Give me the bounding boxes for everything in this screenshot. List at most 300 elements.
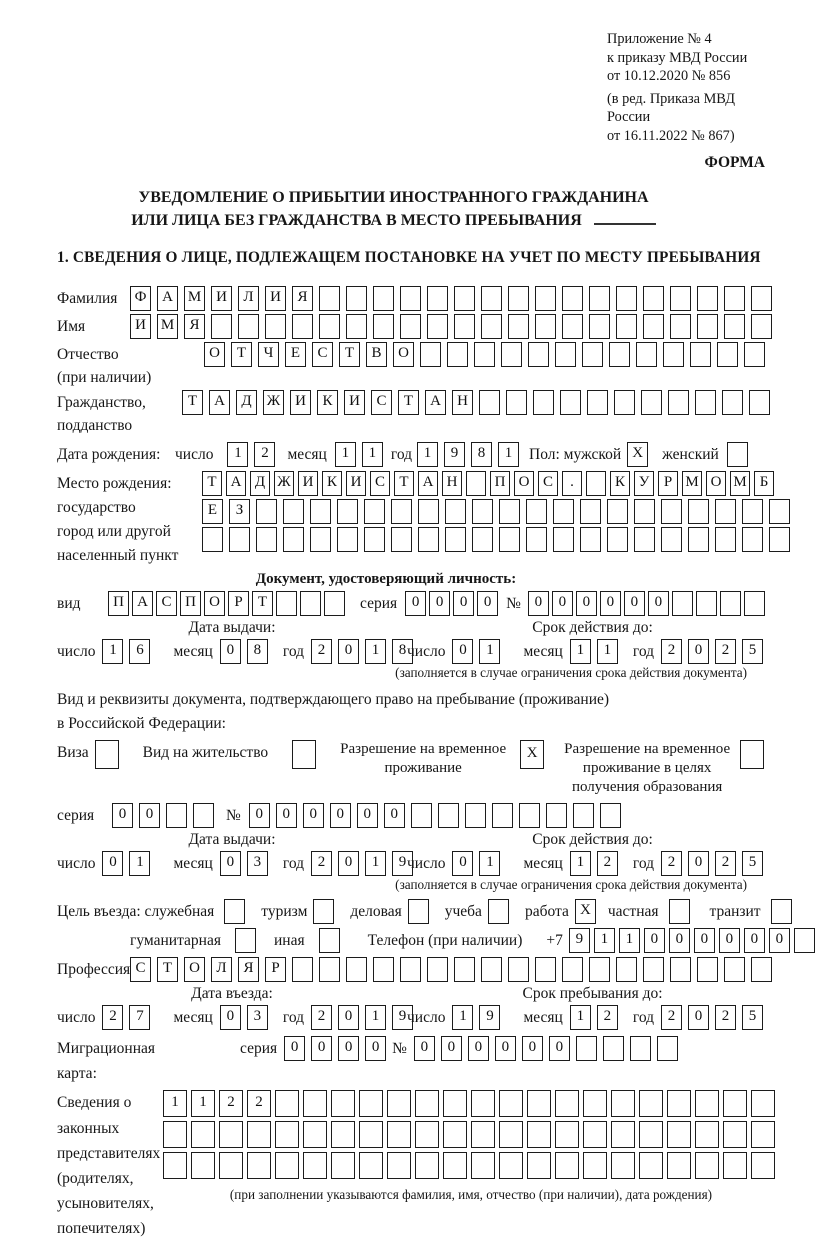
form-cell[interactable]: П: [108, 591, 129, 616]
form-cell[interactable]: 3: [247, 851, 268, 876]
form-cell[interactable]: [697, 314, 718, 339]
form-cell[interactable]: [720, 591, 741, 616]
form-cell[interactable]: 1: [597, 639, 618, 664]
form-cell[interactable]: [276, 591, 297, 616]
form-cell[interactable]: С: [371, 390, 392, 415]
form-cell[interactable]: С: [370, 471, 390, 496]
form-cell[interactable]: 8: [471, 442, 492, 467]
form-cell[interactable]: [443, 1121, 467, 1148]
form-cell[interactable]: 1: [479, 639, 500, 664]
form-cell[interactable]: [589, 314, 610, 339]
form-cell[interactable]: 0: [528, 591, 549, 616]
form-cell[interactable]: [667, 1121, 691, 1148]
form-cell[interactable]: [611, 1090, 635, 1117]
form-cell[interactable]: 0: [769, 928, 790, 953]
form-cell[interactable]: 0: [405, 591, 426, 616]
form-cell[interactable]: [319, 314, 340, 339]
form-cell[interactable]: Ч: [258, 342, 279, 367]
form-cell[interactable]: [247, 1152, 271, 1179]
form-cell[interactable]: А: [425, 390, 446, 415]
form-cell[interactable]: [472, 527, 493, 552]
form-cell[interactable]: [415, 1121, 439, 1148]
form-cell[interactable]: [454, 286, 475, 311]
form-cell[interactable]: [695, 1152, 719, 1179]
form-cell[interactable]: [471, 1152, 495, 1179]
form-cell[interactable]: Е: [202, 499, 223, 524]
form-cell[interactable]: [359, 1121, 383, 1148]
form-cell[interactable]: 2: [597, 1005, 618, 1030]
form-cell[interactable]: Н: [452, 390, 473, 415]
form-cell[interactable]: [235, 928, 256, 953]
form-cell[interactable]: 0: [338, 851, 359, 876]
form-cell[interactable]: 2: [661, 639, 682, 664]
form-cell[interactable]: [471, 1090, 495, 1117]
form-cell[interactable]: [639, 1090, 663, 1117]
form-cell[interactable]: 0: [357, 803, 378, 828]
form-cell[interactable]: Т: [231, 342, 252, 367]
form-cell[interactable]: Е: [285, 342, 306, 367]
form-cell[interactable]: [519, 803, 540, 828]
form-cell[interactable]: [562, 957, 583, 982]
form-cell[interactable]: 1: [365, 851, 386, 876]
form-cell[interactable]: 1: [191, 1090, 215, 1117]
form-cell[interactable]: Ф: [130, 286, 151, 311]
form-cell[interactable]: [616, 957, 637, 982]
form-cell[interactable]: [499, 1090, 523, 1117]
form-cell[interactable]: [587, 390, 608, 415]
form-cell[interactable]: 2: [597, 851, 618, 876]
form-cell[interactable]: 0: [284, 1036, 305, 1061]
form-cell[interactable]: [275, 1090, 299, 1117]
form-cell[interactable]: [283, 527, 304, 552]
form-cell[interactable]: [526, 499, 547, 524]
form-cell[interactable]: [224, 899, 245, 924]
form-cell[interactable]: 2: [247, 1090, 271, 1117]
form-cell[interactable]: [400, 957, 421, 982]
form-cell[interactable]: У: [634, 471, 654, 496]
form-cell[interactable]: [582, 342, 603, 367]
form-cell[interactable]: 0: [303, 803, 324, 828]
form-cell[interactable]: 0: [468, 1036, 489, 1061]
form-cell[interactable]: [391, 499, 412, 524]
form-cell[interactable]: 2: [715, 1005, 736, 1030]
form-cell[interactable]: 0: [220, 639, 241, 664]
form-cell[interactable]: 3: [247, 1005, 268, 1030]
form-cell[interactable]: [751, 1121, 775, 1148]
form-cell[interactable]: 0: [452, 851, 473, 876]
form-cell[interactable]: 2: [254, 442, 275, 467]
form-cell[interactable]: [589, 957, 610, 982]
form-cell[interactable]: О: [514, 471, 534, 496]
form-cell[interactable]: [769, 527, 790, 552]
form-cell[interactable]: О: [393, 342, 414, 367]
form-cell[interactable]: 1: [479, 851, 500, 876]
form-cell[interactable]: Т: [252, 591, 273, 616]
form-cell[interactable]: И: [344, 390, 365, 415]
form-cell[interactable]: [583, 1090, 607, 1117]
form-cell[interactable]: Я: [184, 314, 205, 339]
form-cell[interactable]: О: [184, 957, 205, 982]
form-cell[interactable]: 1: [362, 442, 383, 467]
form-cell[interactable]: [589, 286, 610, 311]
form-cell[interactable]: И: [211, 286, 232, 311]
form-cell[interactable]: [474, 342, 495, 367]
form-cell[interactable]: О: [706, 471, 726, 496]
form-cell[interactable]: [616, 314, 637, 339]
form-cell[interactable]: А: [418, 471, 438, 496]
form-cell[interactable]: 2: [102, 1005, 123, 1030]
form-cell[interactable]: [740, 740, 764, 769]
form-cell[interactable]: 1: [417, 442, 438, 467]
form-cell[interactable]: [535, 314, 556, 339]
form-cell[interactable]: [614, 390, 635, 415]
form-cell[interactable]: [751, 286, 772, 311]
form-cell[interactable]: [723, 1121, 747, 1148]
form-cell[interactable]: 8: [247, 639, 268, 664]
form-cell[interactable]: 2: [661, 1005, 682, 1030]
form-cell[interactable]: [724, 286, 745, 311]
form-cell[interactable]: [364, 527, 385, 552]
form-cell[interactable]: [481, 314, 502, 339]
form-cell[interactable]: [95, 740, 119, 769]
form-cell[interactable]: [609, 342, 630, 367]
form-cell[interactable]: [751, 1152, 775, 1179]
form-cell[interactable]: О: [204, 342, 225, 367]
form-cell[interactable]: [661, 527, 682, 552]
form-cell[interactable]: [724, 957, 745, 982]
form-cell[interactable]: [607, 527, 628, 552]
form-cell[interactable]: [663, 342, 684, 367]
form-cell[interactable]: [697, 286, 718, 311]
form-cell[interactable]: Я: [238, 957, 259, 982]
form-cell[interactable]: [319, 957, 340, 982]
form-cell[interactable]: [553, 527, 574, 552]
form-cell[interactable]: Л: [238, 286, 259, 311]
form-cell[interactable]: [447, 342, 468, 367]
form-cell[interactable]: С: [156, 591, 177, 616]
form-cell[interactable]: [501, 342, 522, 367]
form-cell[interactable]: [562, 314, 583, 339]
form-cell[interactable]: [667, 1090, 691, 1117]
form-cell[interactable]: Т: [182, 390, 203, 415]
form-cell[interactable]: [697, 957, 718, 982]
form-cell[interactable]: 0: [744, 928, 765, 953]
form-cell[interactable]: 0: [644, 928, 665, 953]
form-cell[interactable]: 6: [129, 639, 150, 664]
form-cell[interactable]: 1: [452, 1005, 473, 1030]
form-cell[interactable]: [669, 899, 690, 924]
form-cell[interactable]: [724, 314, 745, 339]
form-cell[interactable]: 0: [648, 591, 669, 616]
form-cell[interactable]: А: [157, 286, 178, 311]
form-cell[interactable]: [751, 1090, 775, 1117]
form-cell[interactable]: А: [226, 471, 246, 496]
form-cell[interactable]: [715, 499, 736, 524]
form-cell[interactable]: 1: [365, 639, 386, 664]
form-cell[interactable]: [643, 286, 664, 311]
form-cell[interactable]: [742, 499, 763, 524]
form-cell[interactable]: А: [209, 390, 230, 415]
form-cell[interactable]: [211, 314, 232, 339]
form-cell[interactable]: [331, 1090, 355, 1117]
form-cell[interactable]: [535, 286, 556, 311]
form-cell[interactable]: 7: [129, 1005, 150, 1030]
form-cell[interactable]: [695, 1121, 719, 1148]
form-cell[interactable]: 9: [569, 928, 590, 953]
form-cell[interactable]: З: [229, 499, 250, 524]
form-cell[interactable]: Н: [442, 471, 462, 496]
form-cell[interactable]: Т: [398, 390, 419, 415]
form-cell[interactable]: [471, 1121, 495, 1148]
form-cell[interactable]: [751, 957, 772, 982]
form-cell[interactable]: [573, 803, 594, 828]
form-cell[interactable]: [696, 591, 717, 616]
form-cell[interactable]: [292, 957, 313, 982]
form-cell[interactable]: [555, 1152, 579, 1179]
form-cell[interactable]: С: [130, 957, 151, 982]
form-cell[interactable]: [527, 1090, 551, 1117]
form-cell[interactable]: [331, 1152, 355, 1179]
form-cell[interactable]: М: [157, 314, 178, 339]
form-cell[interactable]: [364, 499, 385, 524]
form-cell[interactable]: [427, 286, 448, 311]
form-cell[interactable]: X: [627, 442, 648, 467]
form-cell[interactable]: 0: [495, 1036, 516, 1061]
form-cell[interactable]: 0: [338, 1036, 359, 1061]
form-cell[interactable]: [472, 499, 493, 524]
form-cell[interactable]: 1: [335, 442, 356, 467]
form-cell[interactable]: [634, 499, 655, 524]
form-cell[interactable]: [672, 591, 693, 616]
form-cell[interactable]: [324, 591, 345, 616]
form-cell[interactable]: [387, 1090, 411, 1117]
form-cell[interactable]: [533, 390, 554, 415]
form-cell[interactable]: 1: [570, 851, 591, 876]
form-cell[interactable]: [319, 928, 340, 953]
form-cell[interactable]: [481, 957, 502, 982]
form-cell[interactable]: [310, 527, 331, 552]
form-cell[interactable]: [562, 286, 583, 311]
form-cell[interactable]: [163, 1152, 187, 1179]
form-cell[interactable]: [331, 1121, 355, 1148]
form-cell[interactable]: [166, 803, 187, 828]
form-cell[interactable]: 2: [715, 851, 736, 876]
form-cell[interactable]: 1: [163, 1090, 187, 1117]
form-cell[interactable]: [555, 1090, 579, 1117]
form-cell[interactable]: [387, 1121, 411, 1148]
form-cell[interactable]: 0: [452, 639, 473, 664]
form-cell[interactable]: 0: [719, 928, 740, 953]
form-cell[interactable]: 0: [311, 1036, 332, 1061]
form-cell[interactable]: [555, 1121, 579, 1148]
form-cell[interactable]: Т: [202, 471, 222, 496]
form-cell[interactable]: 0: [330, 803, 351, 828]
form-cell[interactable]: И: [298, 471, 318, 496]
form-cell[interactable]: 9: [392, 851, 413, 876]
form-cell[interactable]: [751, 314, 772, 339]
form-cell[interactable]: [688, 527, 709, 552]
form-cell[interactable]: [744, 591, 765, 616]
form-cell[interactable]: [229, 527, 250, 552]
form-cell[interactable]: Т: [157, 957, 178, 982]
form-cell[interactable]: 1: [619, 928, 640, 953]
form-cell[interactable]: 0: [414, 1036, 435, 1061]
form-cell[interactable]: 0: [276, 803, 297, 828]
form-cell[interactable]: [488, 899, 509, 924]
form-cell[interactable]: [400, 314, 421, 339]
form-cell[interactable]: 9: [479, 1005, 500, 1030]
form-cell[interactable]: [427, 957, 448, 982]
form-cell[interactable]: [481, 286, 502, 311]
form-cell[interactable]: [508, 314, 529, 339]
form-cell[interactable]: [600, 803, 621, 828]
form-cell[interactable]: [643, 957, 664, 982]
form-cell[interactable]: [695, 1090, 719, 1117]
form-cell[interactable]: 9: [392, 1005, 413, 1030]
form-cell[interactable]: [688, 499, 709, 524]
form-cell[interactable]: [445, 499, 466, 524]
form-cell[interactable]: 0: [694, 928, 715, 953]
form-cell[interactable]: [275, 1152, 299, 1179]
form-cell[interactable]: [643, 314, 664, 339]
form-cell[interactable]: [454, 957, 475, 982]
form-cell[interactable]: 0: [441, 1036, 462, 1061]
form-cell[interactable]: [527, 1121, 551, 1148]
form-cell[interactable]: 0: [429, 591, 450, 616]
form-cell[interactable]: [611, 1152, 635, 1179]
form-cell[interactable]: 1: [570, 1005, 591, 1030]
form-cell[interactable]: 0: [102, 851, 123, 876]
form-cell[interactable]: И: [130, 314, 151, 339]
form-cell[interactable]: Р: [228, 591, 249, 616]
form-cell[interactable]: [560, 390, 581, 415]
form-cell[interactable]: [373, 314, 394, 339]
form-cell[interactable]: [499, 499, 520, 524]
form-cell[interactable]: [408, 899, 429, 924]
form-cell[interactable]: [303, 1090, 327, 1117]
form-cell[interactable]: [337, 499, 358, 524]
form-cell[interactable]: [373, 957, 394, 982]
form-cell[interactable]: [303, 1152, 327, 1179]
form-cell[interactable]: [769, 499, 790, 524]
form-cell[interactable]: 1: [129, 851, 150, 876]
form-cell[interactable]: 5: [742, 639, 763, 664]
form-cell[interactable]: [580, 527, 601, 552]
form-cell[interactable]: 1: [365, 1005, 386, 1030]
form-cell[interactable]: 0: [549, 1036, 570, 1061]
form-cell[interactable]: 2: [715, 639, 736, 664]
form-cell[interactable]: Д: [250, 471, 270, 496]
form-cell[interactable]: [415, 1090, 439, 1117]
form-cell[interactable]: О: [204, 591, 225, 616]
form-cell[interactable]: [445, 527, 466, 552]
form-cell[interactable]: А: [132, 591, 153, 616]
form-cell[interactable]: [219, 1121, 243, 1148]
form-cell[interactable]: 1: [102, 639, 123, 664]
form-cell[interactable]: [411, 803, 432, 828]
form-cell[interactable]: 2: [311, 851, 332, 876]
form-cell[interactable]: [443, 1152, 467, 1179]
form-cell[interactable]: [418, 527, 439, 552]
form-cell[interactable]: [553, 499, 574, 524]
form-cell[interactable]: [771, 899, 792, 924]
form-cell[interactable]: [465, 803, 486, 828]
form-cell[interactable]: 1: [594, 928, 615, 953]
form-cell[interactable]: [420, 342, 441, 367]
form-cell[interactable]: [690, 342, 711, 367]
form-cell[interactable]: 0: [220, 851, 241, 876]
form-cell[interactable]: [359, 1090, 383, 1117]
form-cell[interactable]: 0: [384, 803, 405, 828]
form-cell[interactable]: С: [538, 471, 558, 496]
form-cell[interactable]: 0: [522, 1036, 543, 1061]
form-cell[interactable]: [479, 390, 500, 415]
form-cell[interactable]: [580, 499, 601, 524]
form-cell[interactable]: [346, 286, 367, 311]
form-cell[interactable]: [499, 527, 520, 552]
form-cell[interactable]: [219, 1152, 243, 1179]
form-cell[interactable]: 2: [311, 1005, 332, 1030]
form-cell[interactable]: 0: [477, 591, 498, 616]
form-cell[interactable]: [723, 1152, 747, 1179]
form-cell[interactable]: [238, 314, 259, 339]
form-cell[interactable]: [346, 957, 367, 982]
form-cell[interactable]: [373, 286, 394, 311]
form-cell[interactable]: [191, 1121, 215, 1148]
form-cell[interactable]: [670, 957, 691, 982]
form-cell[interactable]: Д: [236, 390, 257, 415]
form-cell[interactable]: 2: [311, 639, 332, 664]
form-cell[interactable]: [443, 1090, 467, 1117]
form-cell[interactable]: [630, 1036, 651, 1061]
form-cell[interactable]: [303, 1121, 327, 1148]
form-cell[interactable]: [359, 1152, 383, 1179]
form-cell[interactable]: [415, 1152, 439, 1179]
form-cell[interactable]: 2: [661, 851, 682, 876]
form-cell[interactable]: [722, 390, 743, 415]
form-cell[interactable]: [508, 286, 529, 311]
form-cell[interactable]: [202, 527, 223, 552]
form-cell[interactable]: М: [682, 471, 702, 496]
form-cell[interactable]: 5: [742, 851, 763, 876]
form-cell[interactable]: [400, 286, 421, 311]
form-cell[interactable]: [611, 1121, 635, 1148]
form-cell[interactable]: 0: [112, 803, 133, 828]
form-cell[interactable]: [546, 803, 567, 828]
form-cell[interactable]: 1: [227, 442, 248, 467]
form-cell[interactable]: 5: [742, 1005, 763, 1030]
form-cell[interactable]: 1: [570, 639, 591, 664]
form-cell[interactable]: [634, 527, 655, 552]
form-cell[interactable]: К: [322, 471, 342, 496]
form-cell[interactable]: [583, 1152, 607, 1179]
form-cell[interactable]: X: [520, 740, 544, 769]
form-cell[interactable]: Л: [211, 957, 232, 982]
form-cell[interactable]: [191, 1152, 215, 1179]
form-cell[interactable]: [313, 899, 334, 924]
form-cell[interactable]: Р: [265, 957, 286, 982]
form-cell[interactable]: Т: [394, 471, 414, 496]
form-cell[interactable]: [670, 314, 691, 339]
form-cell[interactable]: П: [180, 591, 201, 616]
form-cell[interactable]: [163, 1121, 187, 1148]
form-cell[interactable]: 0: [600, 591, 621, 616]
form-cell[interactable]: Р: [658, 471, 678, 496]
form-cell[interactable]: Я: [292, 286, 313, 311]
form-cell[interactable]: [636, 342, 657, 367]
form-cell[interactable]: [300, 591, 321, 616]
form-cell[interactable]: [256, 499, 277, 524]
